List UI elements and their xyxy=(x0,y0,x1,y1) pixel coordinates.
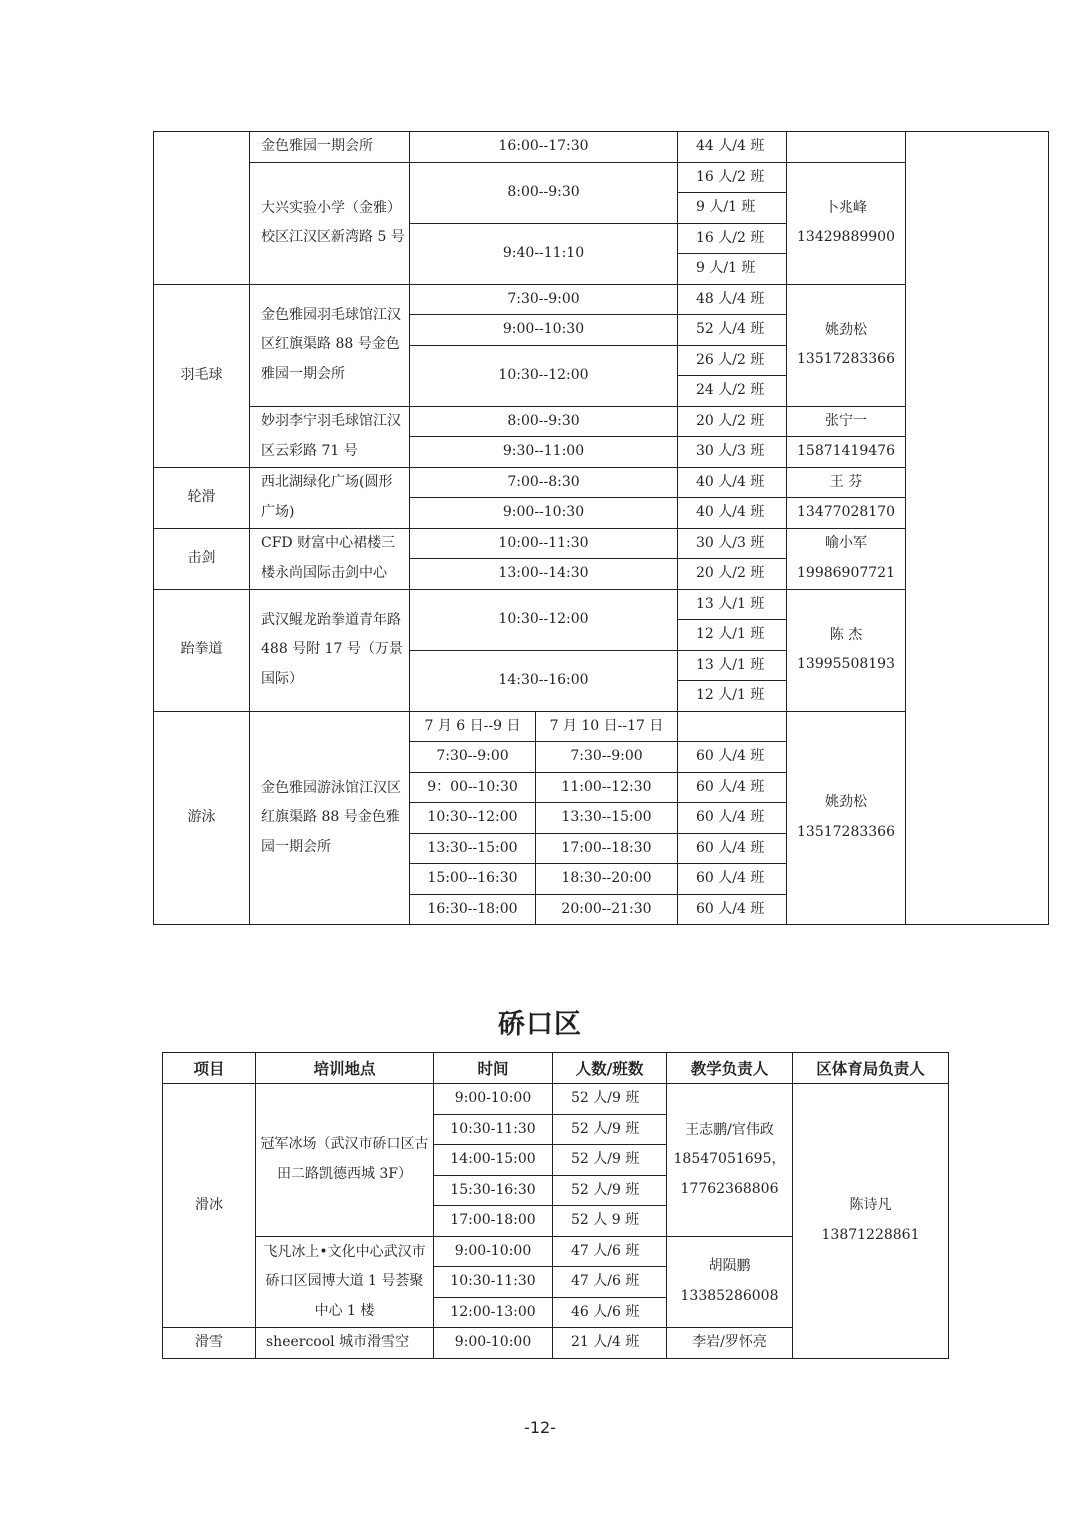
time-cell: 13:30--15:00 xyxy=(536,803,678,834)
count-cell: 16 人/2 班 xyxy=(678,223,787,254)
contact-phone: 13517283366 xyxy=(797,351,895,367)
contact-cell xyxy=(787,284,906,406)
teacher-name: 胡陨鹏 xyxy=(708,1258,751,1275)
time-cell: 9:40--11:10 xyxy=(410,223,678,284)
contact-phone: 19986907721 xyxy=(797,564,895,581)
time-cell: 9:00-10:00 xyxy=(434,1328,553,1359)
time-cell: 15:00--16:30 xyxy=(410,864,536,895)
time-cell: 13:30--15:00 xyxy=(410,833,536,864)
count-cell: 52 人/9 班 xyxy=(553,1145,667,1176)
time-cell: 15:30-16:30 xyxy=(434,1175,553,1206)
venue-cell: 金色雅园羽毛球馆江汉区红旗渠路 88 号金色雅园一期会所 xyxy=(250,284,410,406)
contact-cell xyxy=(787,162,906,284)
contact-phone: 13429889900 xyxy=(797,229,895,245)
count-cell: 52 人/9 班 xyxy=(553,1114,667,1145)
time-cell: 7:00--8:30 xyxy=(410,467,678,498)
header-bureau: 区体育局负责人 xyxy=(793,1053,949,1084)
venue-cell: 飞凡冰上•文化中心武汉市硚口区园博大道 1 号荟聚中心 1 楼 xyxy=(256,1236,434,1328)
contact-phone: 13995508193 xyxy=(797,656,895,672)
count-cell: 9 人/1 班 xyxy=(678,193,787,224)
time-cell: 18:30--20:00 xyxy=(536,864,678,895)
time-cell: 16:00--17:30 xyxy=(410,132,678,163)
count-cell: 44 人/4 班 xyxy=(678,132,787,163)
count-cell: 13 人/1 班 xyxy=(678,589,787,620)
page-number: -12- xyxy=(524,1418,556,1437)
teacher-cell xyxy=(667,1236,793,1328)
contact-name: 陈 杰 xyxy=(829,626,863,643)
contact-name: 姚劲松 xyxy=(825,321,867,338)
project-cell: 滑冰 xyxy=(163,1084,256,1328)
contact-name: 卜兆峰 xyxy=(825,199,867,216)
bureau-cell-blank xyxy=(906,132,1049,925)
count-cell: 52 人/4 班 xyxy=(678,315,787,346)
teacher-cell: 王志鹏/官伟政 18547051695，17762368806 xyxy=(667,1084,793,1237)
count-cell: 13 人/1 班 xyxy=(678,650,787,681)
project-cell: 轮滑 xyxy=(154,467,250,528)
time-cell: 10:30--12:00 xyxy=(410,345,678,406)
header-project: 项目 xyxy=(163,1053,256,1084)
header-teacher: 教学负责人 xyxy=(667,1053,793,1084)
project-cell-blank xyxy=(154,132,250,285)
count-cell: 46 人/6 班 xyxy=(553,1297,667,1328)
time-cell: 17:00-18:00 xyxy=(434,1206,553,1237)
time-cell: 11:00--12:30 xyxy=(536,772,678,803)
venue-cell: 武汉鲲龙跆拳道青年路 488 号附 17 号（万景国际） xyxy=(250,589,410,711)
time-cell: 9:00-10:00 xyxy=(434,1084,553,1115)
count-cell: 60 人/4 班 xyxy=(678,864,787,895)
time-cell: 9:00--10:30 xyxy=(410,315,678,346)
count-cell: 60 人/4 班 xyxy=(678,742,787,773)
contact-cell-blank xyxy=(787,132,906,163)
contact-name: 喻小军 xyxy=(825,535,867,551)
project-cell: 滑雪 xyxy=(163,1328,256,1359)
time-cell: 10:00--11:30 xyxy=(410,528,678,559)
time-cell: 14:30--16:00 xyxy=(410,650,678,711)
count-cell: 12 人/1 班 xyxy=(678,620,787,651)
count-cell: 16 人/2 班 xyxy=(678,162,787,193)
count-cell: 60 人/4 班 xyxy=(678,833,787,864)
time-cell: 16:30--18:00 xyxy=(410,894,536,925)
project-cell: 游泳 xyxy=(154,711,250,925)
project-cell: 跆拳道 xyxy=(154,589,250,711)
teacher-phone: 13385286008 xyxy=(680,1287,779,1304)
project-cell: 击剑 xyxy=(154,528,250,589)
count-cell: 40 人/4 班 xyxy=(678,467,787,498)
count-cell: 20 人/2 班 xyxy=(678,559,787,590)
count-cell: 52 人/9 班 xyxy=(553,1084,667,1115)
time-cell: 8:00--9:30 xyxy=(410,162,678,223)
contact-cell xyxy=(787,528,906,589)
time-cell: 10:30--12:00 xyxy=(410,589,678,650)
count-cell: 48 人/4 班 xyxy=(678,284,787,315)
time-cell: 14:00-15:00 xyxy=(434,1145,553,1176)
count-cell: 24 人/2 班 xyxy=(678,376,787,407)
count-cell: 9 人/1 班 xyxy=(678,254,787,285)
count-cell: 52 人 9 班 xyxy=(553,1206,667,1237)
header-time: 时间 xyxy=(434,1053,553,1084)
time-cell: 17:00--18:30 xyxy=(536,833,678,864)
teacher-cell: 李岩/罗怀亮 xyxy=(667,1328,793,1359)
count-cell: 30 人/3 班 xyxy=(678,437,787,468)
venue-cell: sheercool 城市滑雪空 xyxy=(256,1328,434,1359)
count-cell: 60 人/4 班 xyxy=(678,894,787,925)
contact-name: 姚劲松 xyxy=(825,794,867,811)
count-cell: 52 人/9 班 xyxy=(553,1175,667,1206)
section-title: 硚口区 xyxy=(498,1009,582,1040)
time-cell: 9:00-10:00 xyxy=(434,1236,553,1267)
count-cell: 26 人/2 班 xyxy=(678,345,787,376)
contact-phone: 13477028170 xyxy=(787,498,906,529)
venue-cell: 妙羽李宁羽毛球馆江汉区云彩路 71 号 xyxy=(250,406,410,467)
qiaokou-schedule-table xyxy=(162,1052,949,1359)
header-venue: 培训地点 xyxy=(256,1053,434,1084)
time-cell: 13:00--14:30 xyxy=(410,559,678,590)
venue-cell: 金色雅园游泳馆江汉区红旗渠路 88 号金色雅园一期会所 xyxy=(250,711,410,925)
time-cell: 8:00--9:30 xyxy=(410,406,678,437)
venue-cell: 西北湖绿化广场(圆形广场) xyxy=(250,467,410,528)
count-cell: 47 人/6 班 xyxy=(553,1236,667,1267)
bureau-name: 陈诗凡 xyxy=(849,1197,892,1214)
bureau-cell xyxy=(793,1084,949,1359)
header-count: 人数/班数 xyxy=(553,1053,667,1084)
contact-cell xyxy=(787,711,906,925)
contact-name: 王 芬 xyxy=(787,467,906,498)
time-cell: 9:00--10:30 xyxy=(410,498,678,529)
continued-schedule-table xyxy=(153,131,1049,925)
contact-phone: 13517283366 xyxy=(797,823,895,840)
time-cell: 10:30-11:30 xyxy=(434,1267,553,1298)
count-cell: 47 人/6 班 xyxy=(553,1267,667,1298)
count-cell-blank xyxy=(678,711,787,742)
count-cell: 60 人/4 班 xyxy=(678,772,787,803)
count-cell: 30 人/3 班 xyxy=(678,528,787,559)
venue-cell: 金色雅园一期会所 xyxy=(250,132,410,163)
time-cell: 7:30--9:00 xyxy=(410,742,536,773)
contact-phone: 15871419476 xyxy=(787,437,906,468)
time-cell: 12:00-13:00 xyxy=(434,1297,553,1328)
venue-cell: CFD 财富中心裙楼三楼永尚国际击剑中心 xyxy=(250,528,410,589)
contact-name: 张宁一 xyxy=(787,406,906,437)
count-cell: 12 人/1 班 xyxy=(678,681,787,712)
time-cell: 9:30--11:00 xyxy=(410,437,678,468)
bureau-phone: 13871228861 xyxy=(821,1226,920,1243)
project-cell: 羽毛球 xyxy=(154,284,250,467)
venue-cell: 冠军冰场（武汉市硚口区古田二路凯德西城 3F） xyxy=(256,1084,434,1237)
contact-cell xyxy=(787,589,906,711)
time-cell: 7:30--9:00 xyxy=(410,284,678,315)
time-cell: 10:30--12:00 xyxy=(410,803,536,834)
count-cell: 60 人/4 班 xyxy=(678,803,787,834)
count-cell: 21 人/4 班 xyxy=(553,1328,667,1359)
time-cell: 9：00--10:30 xyxy=(410,772,536,803)
time-cell: 7:30--9:00 xyxy=(536,742,678,773)
date-header-cell: 7 月 6 日--9 日 xyxy=(410,711,536,742)
time-cell: 10:30-11:30 xyxy=(434,1114,553,1145)
count-cell: 20 人/2 班 xyxy=(678,406,787,437)
date-header-cell: 7 月 10 日--17 日 xyxy=(536,711,678,742)
venue-cell: 大兴实验小学（金雅）校区江汉区新湾路 5 号 xyxy=(250,162,410,284)
count-cell: 40 人/4 班 xyxy=(678,498,787,529)
time-cell: 20:00--21:30 xyxy=(536,894,678,925)
